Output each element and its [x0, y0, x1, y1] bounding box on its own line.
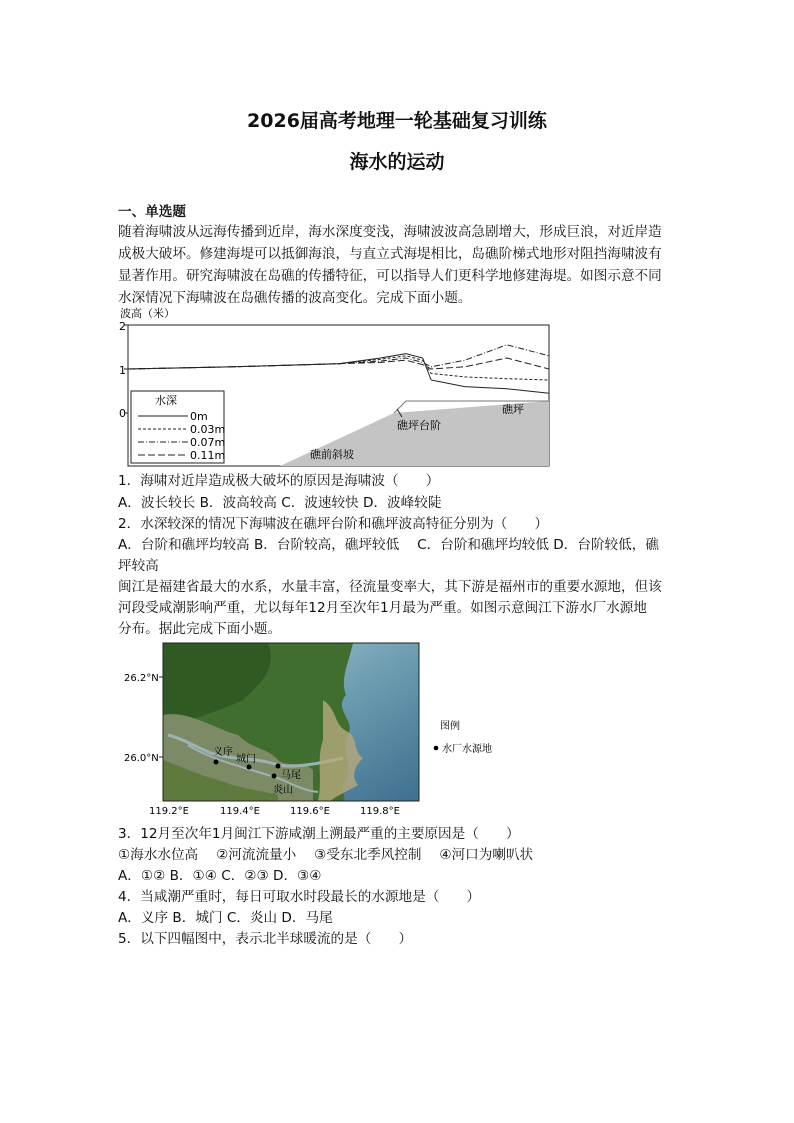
legend-label: 0.03m [190, 423, 226, 436]
marker-yixu [214, 760, 219, 765]
intro1-line: 成极大破坏。修建海堤可以抵御海浪，与直立式海堤相比，岛礁阶梯式地形对阻挡海啸波有 [118, 246, 662, 262]
document-title: 2026届高考地理一轮基础复习训练 [247, 110, 547, 132]
question-2-stem: 2．水深较深的情况下海啸波在礁坪台阶和礁坪波高特征分别为（ ） [118, 516, 549, 532]
section-heading: 一、单选题 [118, 204, 186, 220]
intro2-line: 闽江是福建省最大的水系，水量丰富，径流量变率大，其下游是福州市的重要水源地，但该 [118, 579, 662, 595]
y-tick-label: 1 [119, 364, 126, 377]
question-4-options: A．义序 B．城门 C．炎山 D．马尾 [118, 910, 333, 926]
intro2-line: 河段受咸潮影响严重，尤以每年12月至次年1月最为严重。如图示意闽江下游水厂水源地 [118, 600, 647, 616]
question-3-options: A．①② B．①④ C．②③ D．③④ [118, 868, 322, 884]
document-subtitle: 海水的运动 [349, 151, 445, 173]
label-reef-flat: 礁坪 [502, 403, 524, 416]
y-tick-label: 2 [119, 320, 126, 333]
question-3-stem: 3．12月至次年1月闽江下游咸潮上溯最严重的主要原因是（ ） [118, 826, 520, 842]
question-4-stem: 4．当咸潮严重时，每日可取水时段最长的水源地是（ ） [118, 889, 481, 905]
question-1-stem: 1．海啸对近岸造成极大破坏的原因是海啸波（ ） [118, 473, 440, 489]
lon-label: 119.8°E [360, 806, 400, 817]
legend-label: 0m [190, 410, 208, 423]
lon-label: 119.2°E [149, 806, 189, 817]
intro2-line: 分布。据此完成下面小题。 [118, 621, 282, 637]
marker-yanshan [272, 774, 277, 779]
lat-label: 26.0°N [124, 753, 159, 764]
marker-chengmen [247, 765, 252, 770]
minjiang-map [118, 640, 528, 820]
marker-mawei [276, 764, 281, 769]
map-legend-label: 水厂水源地 [442, 744, 492, 755]
place-label: 义序 [213, 747, 233, 758]
lon-label: 119.6°E [290, 806, 330, 817]
place-label: 城门 [236, 754, 256, 765]
question-5-stem: 5．以下四幅图中，表示北半球暖流的是（ ） [118, 931, 413, 947]
place-label: 炎山 [273, 785, 293, 796]
intro1-line: 水深情况下海啸波在岛礁传播的波高变化。完成下面小题。 [118, 290, 472, 306]
wave-height-chart [110, 303, 560, 468]
legend-title: 水深 [155, 394, 177, 407]
question-3-factors: ①海水水位高 ②河流流量小 ③受东北季风控制 ④河口为喇叭状 [118, 847, 534, 863]
legend-label: 0.07m [190, 436, 226, 449]
question-1-options: A．波长较长 B．波高较高 C．波速较快 D．波峰较陡 [118, 495, 442, 511]
chart-ylabel: 波高（米） [120, 307, 175, 320]
map-legend-title: 图例 [440, 721, 460, 732]
intro1-line: 随着海啸波从远海传播到近岸，海水深度变浅，海啸波波高急剧增大，形成巨浪，对近岸造 [118, 224, 662, 240]
question-2-options: A．台阶和礁坪均较高 B．台阶较高，礁坪较低 C．台阶和礁坪均较低 D．台阶较低，礁 [118, 537, 659, 553]
y-tick-label: 0 [119, 407, 126, 420]
question-2-options: 坪较高 [118, 558, 159, 574]
intro1-line: 显著作用。研究海啸波在岛礁的传播特征，可以指导人们更科学地修建海堤。如图示意不同 [118, 268, 662, 284]
legend-label: 0.11m [190, 449, 226, 462]
label-reef-slope: 礁前斜坡 [310, 448, 354, 461]
map-legend-marker [434, 746, 439, 751]
place-label: 马尾 [281, 770, 301, 781]
lat-label: 26.2°N [124, 673, 159, 684]
lon-label: 119.4°E [220, 806, 260, 817]
label-reef-step: 礁坪台阶 [397, 419, 441, 432]
